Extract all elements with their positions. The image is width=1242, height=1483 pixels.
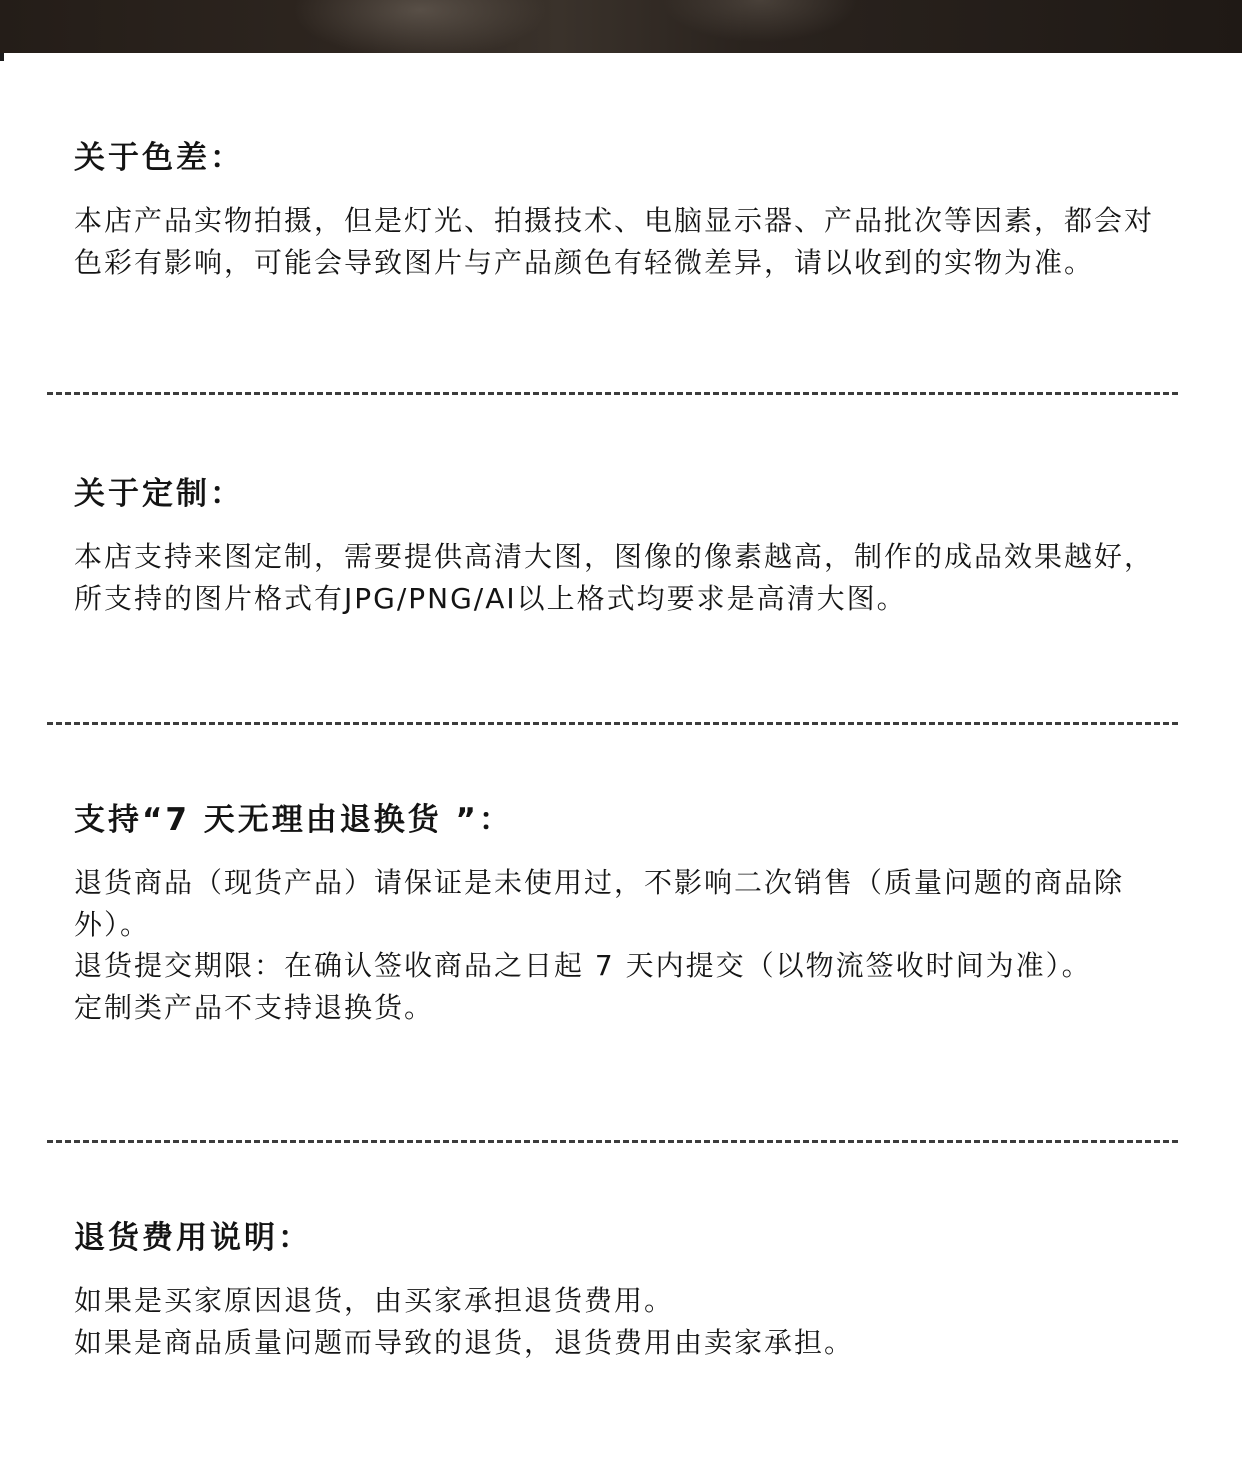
paragraph-buyer-pays: 如果是买家原因退货，由买家承担退货费用。 bbox=[74, 1284, 675, 1317]
dashed-divider-3 bbox=[47, 1140, 1178, 1143]
section-return-fees bbox=[74, 1218, 1174, 1363]
section-body-customization bbox=[74, 536, 1174, 619]
paragraph-return-deadline: 退货提交期限：在确认签收商品之日起 7 天内提交（以物流签收时间为准）。 bbox=[74, 949, 1092, 982]
section-title-customization: 关于定制： bbox=[74, 476, 244, 512]
section-color-difference bbox=[74, 138, 1174, 283]
paragraph-custom-no-return: 定制类产品不支持退换货。 bbox=[74, 990, 435, 1024]
dashed-divider-2 bbox=[47, 722, 1178, 725]
section-title-return-fees: 退货费用说明： bbox=[74, 1220, 312, 1256]
section-body-color-difference bbox=[74, 200, 1174, 283]
section-customization bbox=[74, 474, 1174, 619]
header-photo-strip bbox=[0, 0, 1242, 53]
photo-edge-mark bbox=[0, 53, 4, 61]
paragraph-customization: 本店支持来图定制，需要提供高清大图，图像的像素越高，制作的成品效果越好，所支持的图片格式有JPG/PNG/AI以上格式均要求是高清大图。 bbox=[74, 540, 1155, 615]
dashed-divider-1 bbox=[47, 392, 1178, 395]
section-7-day-return bbox=[74, 800, 1174, 1028]
section-body-return-fees bbox=[74, 1280, 1174, 1363]
paragraph-color-difference: 本店产品实物拍摄，但是灯光、拍摄技术、电脑显示器、产品批次等因素，都会对色彩有影响，可能会导致图片与产品颜色有轻微差异，请以收到的实物为准。 bbox=[74, 204, 1155, 279]
paragraph-return-condition: 退货商品（现货产品）请保证是未使用过，不影响二次销售（质量问题的商品除外）。 bbox=[74, 866, 1125, 941]
section-body-7-day-return bbox=[74, 862, 1174, 1028]
section-title-color-difference: 关于色差： bbox=[74, 140, 244, 176]
paragraph-seller-pays: 如果是商品质量问题而导致的退货，退货费用由卖家承担。 bbox=[74, 1325, 855, 1359]
section-title-7-day-return: 支持“7 天无理由退换货 ”： bbox=[74, 802, 513, 838]
